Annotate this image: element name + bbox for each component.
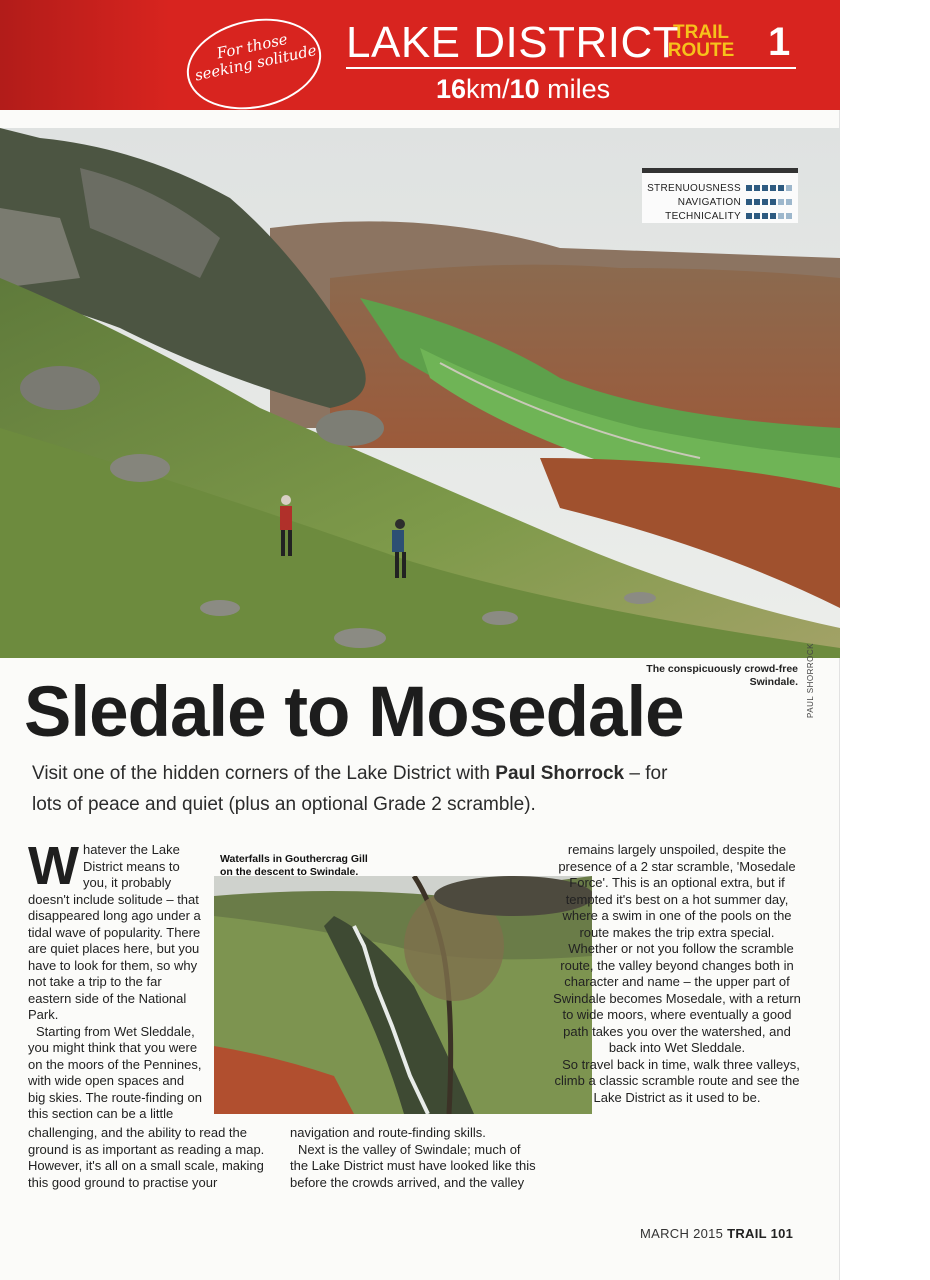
region-title: LAKE DISTRICT [346, 18, 681, 67]
paragraph: Starting from Wet Sleddale, you might think that you were on the moors of the Pennines, with wide open spaces and big skies. The route-finding on this section can be a little [28, 1023, 202, 1121]
body-column-2 [290, 1125, 540, 1191]
page-footer [640, 1226, 793, 1241]
magazine-name: TRAIL [727, 1226, 767, 1241]
header-shade [0, 0, 170, 110]
route-distance [436, 74, 610, 105]
distance-miles-unit: miles [539, 74, 611, 104]
trail-route-label [664, 24, 738, 60]
rating-square-filled [746, 199, 752, 205]
distance-miles: 10 [509, 74, 540, 104]
rating-square-filled [762, 185, 768, 191]
paragraph: challenging, and the ability to read the ground is as important as reading a map. However, it's all on a small scale, making this good ground to practise your [28, 1125, 265, 1190]
trail-label: TRAIL [673, 22, 729, 43]
issue-date: MARCH 2015 [640, 1226, 728, 1241]
inset-figure [214, 853, 592, 1114]
page-number: 101 [766, 1226, 794, 1241]
header-rule [346, 67, 796, 69]
distance-km-unit: km/ [466, 74, 510, 104]
difficulty-panel [642, 168, 798, 223]
difficulty-row-navigation [642, 195, 798, 209]
hero-caption: The conspicuously crowd-free Swindale. [646, 663, 798, 688]
photo-credit: PAUL SHORROCK [806, 643, 815, 718]
waterfall-landscape [214, 876, 592, 1114]
paragraph: So travel back in time, walk three valleys, climb a classic scramble route and see the Lake District as it used to be. [554, 1056, 800, 1105]
author-name: Paul Shorrock [495, 763, 625, 784]
difficulty-row-strenuousness [642, 181, 798, 195]
paragraph: remains largely unspoiled, despite the presence of a 2 star scramble, 'Mosedale Force'. This is an optional extra, but if tempted it's best on a hot summer day, where a swim in one of the pools on the route makes the trip extra special. [558, 842, 796, 940]
rating-dots [746, 185, 792, 191]
body-column-3 [552, 842, 802, 1106]
distance-km: 16 [436, 74, 467, 104]
standfirst-text: – for lots of peace and quiet (plus an optional Grade 2 scramble). [32, 763, 668, 815]
difficulty-row-technicality [642, 209, 798, 223]
route-number: 1 [768, 20, 791, 64]
article-title: Sledale to Mosedale [24, 673, 684, 752]
rating-square-filled [754, 213, 760, 219]
body-column-1-continued [28, 1125, 278, 1191]
rating-dots [746, 199, 792, 205]
rating-dots [746, 213, 792, 219]
rating-square-empty [786, 199, 792, 205]
rating-square-filled [762, 213, 768, 219]
rating-square-empty [786, 213, 792, 219]
standfirst-text: Visit one of the hidden corners of the Lake District with [32, 763, 496, 784]
rating-square-filled [746, 185, 752, 191]
difficulty-label: NAVIGATION [677, 196, 741, 208]
rating-square-filled [746, 213, 752, 219]
rating-square-filled [770, 199, 776, 205]
difficulty-label: STRENUOUSNESS [647, 182, 741, 194]
rating-square-empty [778, 199, 784, 205]
route-header [0, 0, 840, 110]
rating-square-filled [754, 199, 760, 205]
drop-cap: W [28, 836, 79, 896]
standfirst [32, 758, 692, 820]
paragraph-text: hatever the Lake District means to you, it probably doesn't include solitude – that disappeared long ago under a tidal wave of popularity. There are quiet places here, but you have to look for them, so why not take a trip to the far eastern side of the National Park. [28, 842, 201, 1022]
rating-square-empty [778, 213, 784, 219]
rating-square-empty [786, 185, 792, 191]
paragraph [28, 836, 204, 1024]
paragraph: Next is the valley of Swindale; much of the Lake District must have looked like this before the crowds arrived, and the valley [290, 1141, 536, 1190]
route-label: ROUTE [667, 40, 735, 61]
rating-square-filled [770, 185, 776, 191]
waterfall-photo [214, 876, 592, 1114]
difficulty-label: TECHNICALITY [665, 210, 741, 222]
paragraph: navigation and route-finding skills. [290, 1125, 486, 1140]
body-column-1 [28, 836, 204, 1123]
inset-caption: Waterfalls in Gouthercrag Gill on the descent to Swindale. [220, 853, 368, 878]
paragraph: Whether or not you follow the scramble route, the valley beyond changes both in character and name – the upper part of Swindale becomes Mosedale, with a return to wide moors, where eventually a good path takes you over the watershed, and back into Wet Sleddale. [553, 941, 801, 1055]
rating-square-filled [754, 185, 760, 191]
rating-square-filled [770, 213, 776, 219]
rating-square-filled [762, 199, 768, 205]
rating-square-filled [778, 185, 784, 191]
badge-text: For those seeking solitude [193, 29, 319, 85]
